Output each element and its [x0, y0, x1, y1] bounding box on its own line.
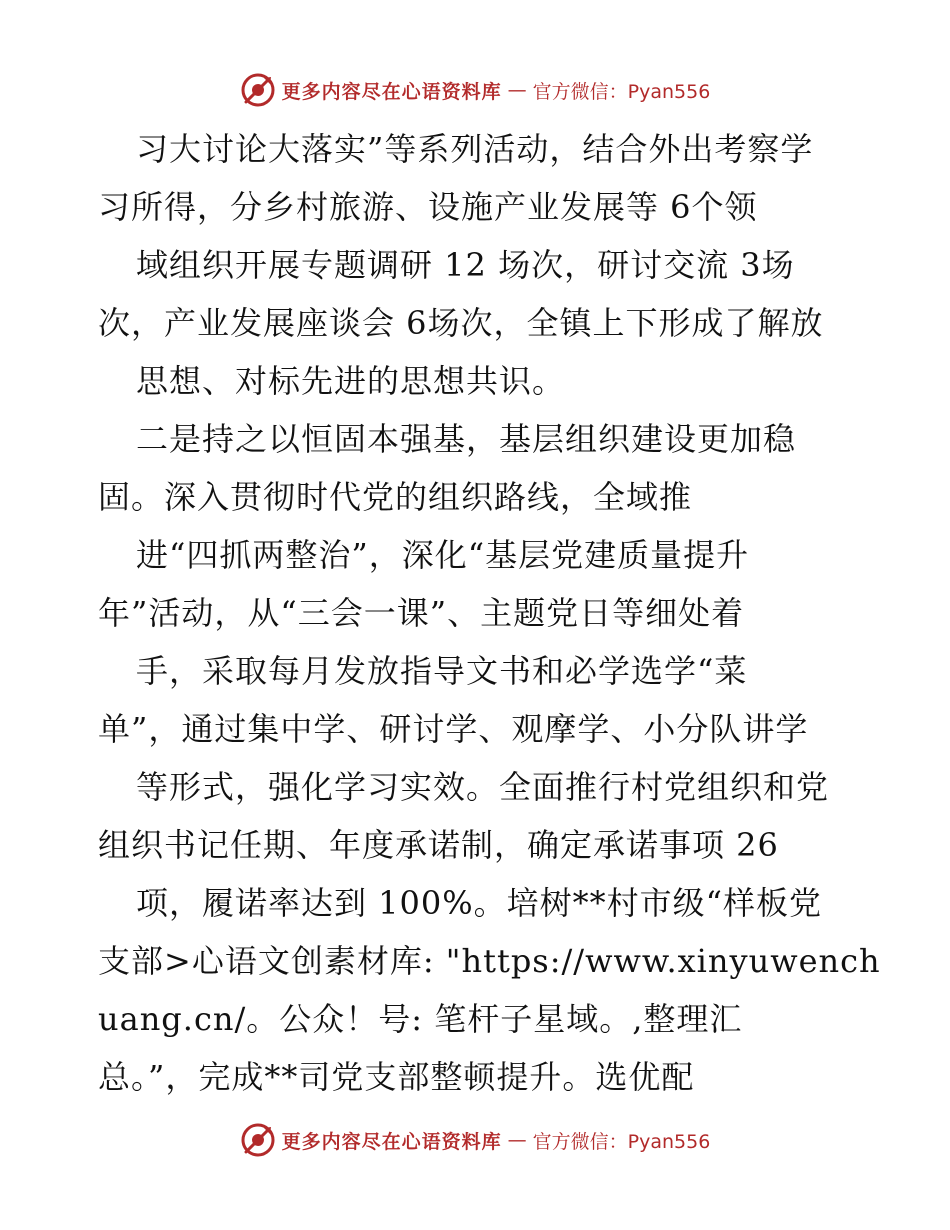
text-line: 组织书记任期、年度承诺制，确定承诺事项 26	[98, 826, 779, 864]
text-line: 固。深入贯彻时代党的组织路线，全域推	[98, 478, 693, 516]
brand-logo-icon	[240, 1122, 276, 1158]
header-brand-text: 更多内容尽在心语资料库	[281, 80, 502, 103]
text-line: 习大讨论大落实”等系列活动，结合外出考察学	[136, 130, 814, 168]
text-line: 等形式，强化学习实效。全面推行村党组织和党	[136, 768, 830, 806]
text-line: 年”活动，从“三会一课”、主题党日等细处着	[98, 594, 745, 632]
text-line: 域组织开展专题调研 12 场次，研讨交流 3场	[136, 246, 795, 284]
text-line: 项，履诺率达到 100%。培树**村市级“样板党	[136, 884, 823, 922]
text-line: 总。”，完成**司党支部整顿提升。选优配	[98, 1058, 695, 1096]
header-contact-text: 官方微信：Pyan556	[532, 80, 711, 103]
footer-separator: —	[507, 1129, 527, 1151]
text-line: 手，采取每月发放指导文书和必学选学“菜	[136, 652, 748, 690]
text-line: 进“四抓两整治”，深化“基层党建质量提升	[136, 536, 750, 574]
header-separator: —	[507, 79, 527, 101]
header-banner	[0, 70, 950, 110]
footer-brand-text: 更多内容尽在心语资料库	[281, 1130, 502, 1153]
text-line: 思想、对标先进的思想共识。	[136, 362, 566, 400]
footer-contact-text: 官方微信：Pyan556	[532, 1130, 711, 1153]
text-line: 习所得，分乡村旅游、设施产业发展等 6个领	[98, 188, 758, 226]
text-line: 支部>心语文创素材库: "https://www.xinyuwench	[98, 942, 881, 980]
text-line: 二是持之以恒固本强基，基层组织建设更加稳	[136, 420, 797, 458]
brand-logo-icon	[240, 72, 276, 108]
text-line: uang.cn/。公众！号: 笔杆子星域。,整理汇	[98, 1000, 743, 1038]
text-line: 单”，通过集中学、研讨学、观摩学、小分队讲学	[98, 710, 809, 748]
footer-banner	[0, 1120, 950, 1160]
text-line: 次，产业发展座谈会 6场次，全镇上下形成了解放	[98, 304, 824, 342]
